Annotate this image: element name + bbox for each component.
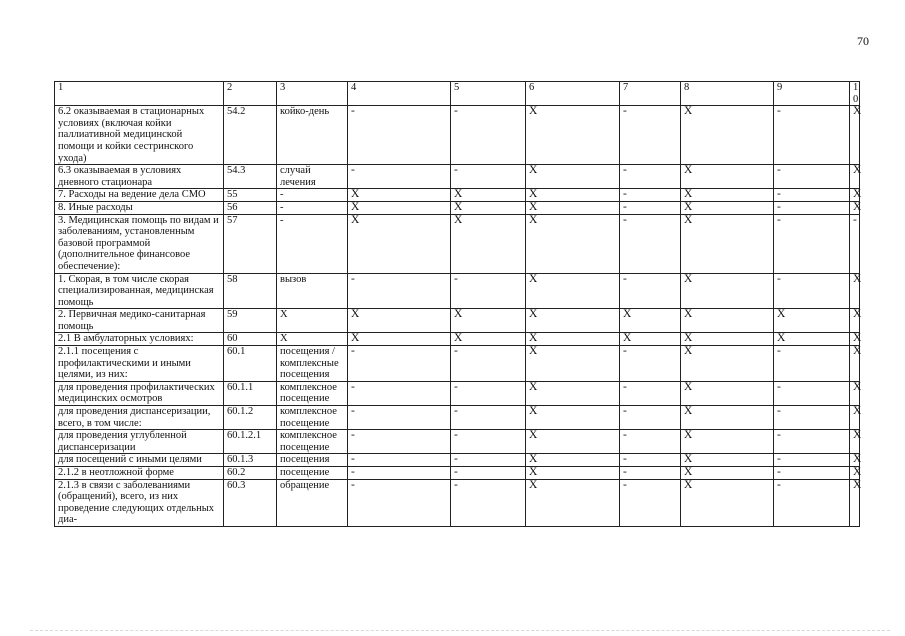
value-cell: - [620, 454, 681, 467]
header-cell-col-7: 7 [620, 82, 681, 106]
row-code-cell: 60.1.2 [224, 406, 277, 430]
row-code-cell: 57 [224, 214, 277, 273]
unit-cell: X [277, 309, 348, 333]
value-cell: - [620, 189, 681, 202]
value-cell: X [620, 333, 681, 346]
table-row [55, 201, 860, 214]
value-cell: - [620, 479, 681, 526]
table-row [55, 106, 860, 165]
unit-cell: вызов [277, 273, 348, 309]
value-cell: X [681, 381, 774, 405]
value-cell: - [774, 430, 850, 454]
row-label-cell: 2.1.1 посещения с профилактическими и иными целями, из них: [55, 346, 224, 382]
value-cell: X [348, 333, 451, 346]
value-cell: X [774, 309, 850, 333]
table-row [55, 479, 860, 526]
unit-cell: посещения [277, 454, 348, 467]
value-cell: X [526, 346, 620, 382]
value-cell: - [774, 106, 850, 165]
row-code-cell: 60.1.2.1 [224, 430, 277, 454]
value-cell: - [451, 381, 526, 405]
table-row [55, 454, 860, 467]
unit-cell: - [277, 189, 348, 202]
value-cell: X [850, 273, 860, 309]
value-cell: - [774, 201, 850, 214]
value-cell: - [620, 430, 681, 454]
table-row [55, 273, 860, 309]
value-cell: - [348, 346, 451, 382]
value-cell: X [681, 346, 774, 382]
table-row [55, 346, 860, 382]
value-cell: - [451, 406, 526, 430]
unit-cell: обращение [277, 479, 348, 526]
value-cell: X [850, 467, 860, 480]
value-cell: - [774, 467, 850, 480]
value-cell: X [526, 479, 620, 526]
value-cell: X [850, 454, 860, 467]
value-cell: X [348, 214, 451, 273]
header-cell-col-9: 9 [774, 82, 850, 106]
value-cell: X [850, 346, 860, 382]
table-row [55, 309, 860, 333]
header-cell-col-10: 10 [850, 82, 860, 106]
row-label-cell: 2. Первичная медико-санитарная помощь [55, 309, 224, 333]
table-row [55, 467, 860, 480]
value-cell: X [681, 309, 774, 333]
financing-table [54, 81, 860, 527]
value-cell: X [850, 189, 860, 202]
row-code-cell: 56 [224, 201, 277, 214]
table-header-row [55, 82, 860, 106]
value-cell: X [850, 106, 860, 165]
value-cell: - [348, 273, 451, 309]
value-cell: X [348, 309, 451, 333]
row-code-cell: 60.2 [224, 467, 277, 480]
value-cell: - [620, 467, 681, 480]
value-cell: - [620, 406, 681, 430]
value-cell: X [850, 381, 860, 405]
row-label-cell: 8. Иные расходы [55, 201, 224, 214]
row-code-cell: 60.1 [224, 346, 277, 382]
row-label-cell: 6.3 оказываемая в условиях дневного стационара [55, 165, 224, 189]
row-code-cell: 58 [224, 273, 277, 309]
row-label-cell: 2.1.2 в неотложной форме [55, 467, 224, 480]
table-row [55, 406, 860, 430]
value-cell: X [850, 333, 860, 346]
row-label-cell: для проведения диспансеризации, всего, в том числе: [55, 406, 224, 430]
value-cell: - [620, 106, 681, 165]
value-cell: X [526, 273, 620, 309]
value-cell: X [526, 454, 620, 467]
value-cell: X [681, 333, 774, 346]
value-cell: X [681, 479, 774, 526]
value-cell: - [451, 430, 526, 454]
value-cell: X [526, 467, 620, 480]
header-cell-col-6: 6 [526, 82, 620, 106]
table-row [55, 165, 860, 189]
value-cell: X [850, 430, 860, 454]
page-number: 70 [857, 34, 869, 48]
value-cell: - [774, 381, 850, 405]
value-cell: X [850, 479, 860, 526]
row-label-cell: 2.1.3 в связи с заболеваниями (обращений), всего, из них проведение следующих отдельных диа- [55, 479, 224, 526]
table-row [55, 333, 860, 346]
header-cell-col-2: 2 [224, 82, 277, 106]
value-cell: - [774, 189, 850, 202]
value-cell: X [526, 106, 620, 165]
row-label-cell: 6.2 оказываемая в стационарных условиях (включая койки паллиативной медицинской помощи и койки сестринского ухода) [55, 106, 224, 165]
value-cell: X [620, 309, 681, 333]
value-cell: X [850, 201, 860, 214]
value-cell: X [774, 333, 850, 346]
value-cell: - [348, 165, 451, 189]
value-cell: - [620, 346, 681, 382]
row-label-cell: 2.1 В амбулаторных условиях: [55, 333, 224, 346]
value-cell: - [348, 406, 451, 430]
value-cell: - [451, 106, 526, 165]
unit-cell: - [277, 201, 348, 214]
row-code-cell: 59 [224, 309, 277, 333]
row-label-cell: 1. Скорая, в том числе скорая специализированная, медицинская помощь [55, 273, 224, 309]
value-cell: X [526, 214, 620, 273]
row-code-cell: 55 [224, 189, 277, 202]
unit-cell: - [277, 214, 348, 273]
row-code-cell: 60.1.1 [224, 381, 277, 405]
value-cell: X [526, 309, 620, 333]
value-cell: - [348, 454, 451, 467]
row-label-cell: 7. Расходы на ведение дела СМО [55, 189, 224, 202]
value-cell: X [451, 189, 526, 202]
unit-cell: комплексное посещение [277, 430, 348, 454]
value-cell: X [850, 406, 860, 430]
row-code-cell: 54.3 [224, 165, 277, 189]
value-cell: - [348, 479, 451, 526]
value-cell: - [774, 346, 850, 382]
value-cell: X [681, 165, 774, 189]
unit-cell: X [277, 333, 348, 346]
row-code-cell: 54.2 [224, 106, 277, 165]
value-cell: - [348, 430, 451, 454]
value-cell: X [681, 201, 774, 214]
row-label-cell: для посещений с иными целями [55, 454, 224, 467]
value-cell: - [348, 106, 451, 165]
value-cell: X [681, 214, 774, 273]
value-cell: - [451, 467, 526, 480]
table-row [55, 214, 860, 273]
value-cell: - [774, 214, 850, 273]
value-cell: X [451, 333, 526, 346]
value-cell: X [850, 309, 860, 333]
value-cell: X [348, 189, 451, 202]
value-cell: - [348, 467, 451, 480]
value-cell: - [774, 273, 850, 309]
table-row [55, 430, 860, 454]
value-cell: X [681, 106, 774, 165]
value-cell: X [451, 201, 526, 214]
value-cell: - [451, 346, 526, 382]
value-cell: X [681, 430, 774, 454]
header-cell-col-8: 8 [681, 82, 774, 106]
unit-cell: комплексное посещение [277, 381, 348, 405]
value-cell: - [774, 406, 850, 430]
row-label-cell: для проведения углубленной диспансеризации [55, 430, 224, 454]
value-cell: - [620, 273, 681, 309]
value-cell: - [620, 201, 681, 214]
value-cell: X [526, 201, 620, 214]
value-cell: - [774, 165, 850, 189]
value-cell: X [681, 273, 774, 309]
value-cell: X [681, 406, 774, 430]
value-cell: - [850, 214, 860, 273]
value-cell: X [526, 406, 620, 430]
value-cell: X [451, 309, 526, 333]
row-label-cell: 3. Медицинская помощь по видам и заболеваниям, установленным базовой программой (дополнительное финансовое обеспечение): [55, 214, 224, 273]
value-cell: X [451, 214, 526, 273]
value-cell: X [526, 430, 620, 454]
row-code-cell: 60.3 [224, 479, 277, 526]
unit-cell: случай лечения [277, 165, 348, 189]
value-cell: X [526, 333, 620, 346]
value-cell: X [681, 454, 774, 467]
row-code-cell: 60.1.3 [224, 454, 277, 467]
unit-cell: комплексное посещение [277, 406, 348, 430]
value-cell: X [681, 467, 774, 480]
row-label-cell: для проведения профилактических медицинских осмотров [55, 381, 224, 405]
unit-cell: койко-день [277, 106, 348, 165]
value-cell: X [850, 165, 860, 189]
header-cell-col-3: 3 [277, 82, 348, 106]
value-cell: - [348, 381, 451, 405]
value-cell: - [620, 214, 681, 273]
unit-cell: посещения / комплексные посещения [277, 346, 348, 382]
row-code-cell: 60 [224, 333, 277, 346]
value-cell: - [451, 454, 526, 467]
value-cell: - [620, 165, 681, 189]
value-cell: X [526, 381, 620, 405]
value-cell: - [620, 381, 681, 405]
table-row [55, 381, 860, 405]
value-cell: X [348, 201, 451, 214]
value-cell: - [451, 479, 526, 526]
value-cell: - [774, 479, 850, 526]
value-cell: - [451, 165, 526, 189]
value-cell: X [526, 165, 620, 189]
table-row [55, 189, 860, 202]
value-cell: X [681, 189, 774, 202]
scan-artifact-line [30, 630, 890, 631]
header-cell-col-1: 1 [55, 82, 224, 106]
header-cell-col-4: 4 [348, 82, 451, 106]
unit-cell: посещение [277, 467, 348, 480]
value-cell: X [526, 189, 620, 202]
value-cell: - [451, 273, 526, 309]
value-cell: - [774, 454, 850, 467]
header-cell-col-5: 5 [451, 82, 526, 106]
